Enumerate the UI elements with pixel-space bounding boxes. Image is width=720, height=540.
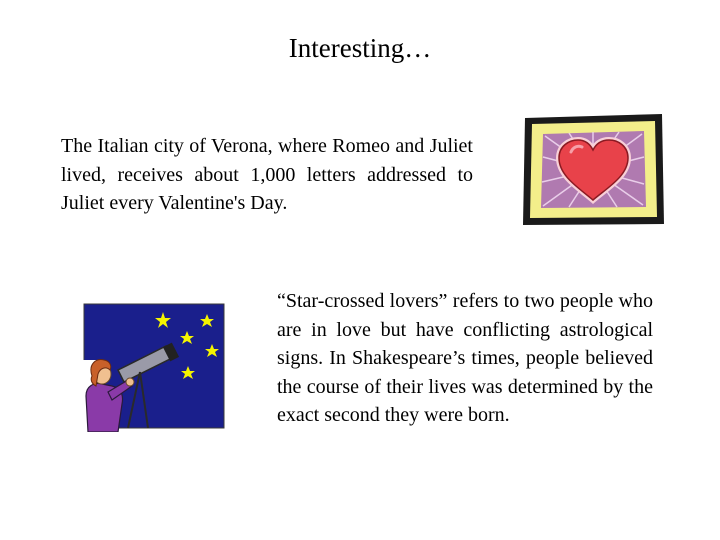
telescope-stargazer-icon — [78, 300, 226, 432]
star-crossed-paragraph: “Star-crossed lovers” refers to two people who are in love but have conflicting astrological signs. In Shakespeare’s times, people believed the course of their lives was determined by the exact second they were born. — [277, 290, 653, 426]
slide-title: Interesting… — [288, 33, 432, 63]
heart-frame-icon — [521, 112, 666, 227]
verona-paragraph: The Italian city of Verona, where Romeo and Juliet lived, receives about 1,000 letters addressed to Juliet every Valentine's Day. — [61, 135, 473, 214]
